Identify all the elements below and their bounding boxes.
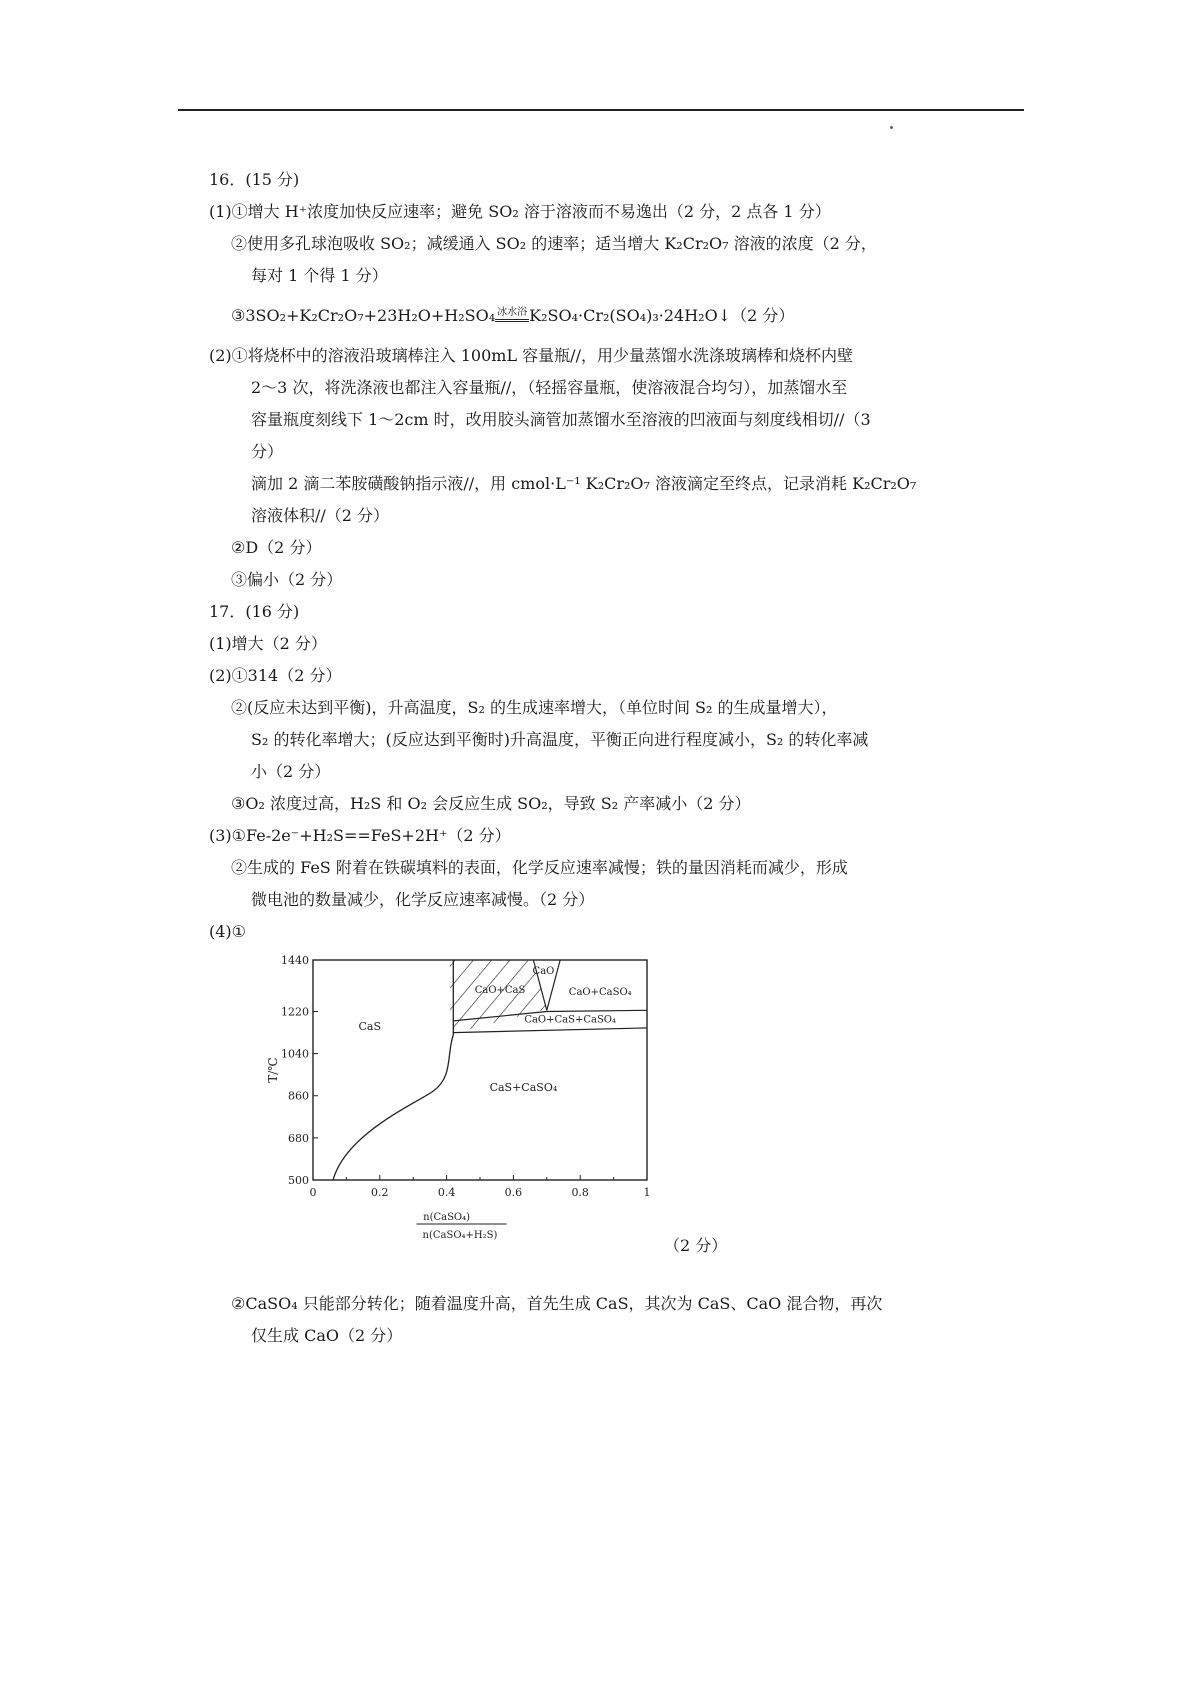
y-axis-label: T/℃ <box>266 1057 280 1083</box>
q16-2-1d: 分） <box>251 442 284 461</box>
equation-reactants: ③3SO₂+K₂Cr₂O₇+23H₂O+H₂SO₄ <box>231 306 496 325</box>
y-tick-label-5: 1440 <box>281 954 309 967</box>
q17-2-3: ③O₂ 浓度过高，H₂S 和 O₂ 会反应生成 SO₂，导致 S₂ 产率减小（2 分） <box>231 794 751 813</box>
x-tick-label-5: 1 <box>643 1186 651 1199</box>
x-tick-label-3: 0.6 <box>504 1186 523 1199</box>
y-tick-label-1: 680 <box>288 1131 309 1145</box>
q17-3-2a: ②生成的 FeS 附着在铁碳填料的表面，化学反应速率减慢；铁的量因消耗而减少，形成 <box>231 858 848 877</box>
q17-1: (1)增大（2 分） <box>209 634 327 653</box>
q17-2-2c: 小（2 分） <box>251 762 331 781</box>
answer-content <box>209 164 999 1352</box>
q17-4-2a: ②CaSO₄ 只能部分转化；随着温度升高，首先生成 CaS，其次为 CaS、CaO 混合物，再次 <box>231 1294 883 1313</box>
x-tick-label-4: 0.8 <box>571 1186 589 1199</box>
region-cas-caso4: CaS+CaSO₄ <box>489 1081 558 1095</box>
y-tick-label-0: 500 <box>288 1174 309 1187</box>
x-tick-label-1: 0.2 <box>371 1186 389 1199</box>
equation-products: K₂SO₄·Cr₂(SO₄)₃·24H₂O↓（2 分） <box>529 306 795 325</box>
q16-2-1f: 溶液体积//（2 分） <box>251 506 390 525</box>
cas-boundary-curve <box>333 960 453 1180</box>
q16-1-1: (1)①增大 H⁺浓度加快反应速率；避免 SO₂ 溶于溶液而不易逸出（2 分，2 点各 1 分） <box>209 202 831 221</box>
x-axis-label-denominator: n(CaSO₄+H₂S) <box>422 1230 498 1241</box>
q16-2-1a: (2)①将烧杯中的溶液沿玻璃棒注入 100mL 容量瓶//，用少量蒸馏水洗涤玻璃棒和烧杯内壁 <box>209 346 853 365</box>
q16-1-3-equation <box>209 300 999 332</box>
phase-diagram-block <box>209 948 999 1288</box>
q16-1-2b: 每对 1 个得 1 分） <box>251 266 388 285</box>
x-tick-label-0: 0 <box>309 1186 317 1199</box>
q16-2-1e: 滴加 2 滴二苯胺磺酸钠指示液//，用 cmol·L⁻¹ K₂Cr₂O₇ 溶液滴定至终点，记录消耗 K₂Cr₂O₇ <box>251 474 917 493</box>
q17-2-2a: ②(反应未达到平衡)，升高温度，S₂ 的生成速率增大，（单位时间 S₂ 的生成量增大）， <box>231 698 838 717</box>
q17-3-2b: 微电池的数量减少，化学反应速率减慢。（2 分） <box>251 890 595 909</box>
region-cao-cas-caso4: CaO+CaS+CaSO₄ <box>524 1014 617 1026</box>
chart-points: （2 分） <box>664 1236 728 1255</box>
q17-4-2b: 仅生成 CaO（2 分） <box>251 1326 403 1345</box>
q17-3-1: (3)①Fe-2e⁻+H₂S==FeS+2H⁺（2 分） <box>209 826 511 845</box>
q16-2-1b: 2～3 次，将洗涤液也都注入容量瓶//，（轻摇容量瓶，使溶液混合均匀），加蒸馏水至 <box>251 378 848 397</box>
q17-2-1: (2)①314（2 分） <box>209 666 342 685</box>
y-tick-label-3: 1040 <box>281 1047 309 1061</box>
q16-2-2: ②D（2 分） <box>231 538 322 557</box>
q16-2-1c: 容量瓶度刻线下 1～2cm 时，改用胶头滴管加蒸馏水至溶液的凹液面与刻度线相切//（3 <box>251 410 871 429</box>
q16-heading: 16．(15 分) <box>209 170 300 189</box>
band-lower-line <box>453 1028 647 1033</box>
x-tick-label-2: 0.4 <box>437 1186 456 1199</box>
region-cas: CaS <box>358 1020 382 1034</box>
equation-condition: 冰水浴 <box>495 307 529 322</box>
region-cao-caso4: CaO+CaSO₄ <box>568 987 632 999</box>
q16-1-2a: ②使用多孔球泡吸收 SO₂；减缓通入 SO₂ 的速率；适当增大 K₂Cr₂O₇ 溶液的浓度（2 分， <box>231 234 877 253</box>
scan-speck <box>890 126 893 129</box>
q17-2-2b: S₂ 的转化率增大；(反应达到平衡时)升高温度，平衡正向进行程度减小，S₂ 的转化率减 <box>251 730 869 749</box>
y-tick-label-2: 860 <box>288 1089 309 1103</box>
phase-diagram <box>209 948 669 1288</box>
region-cao: CaO <box>532 966 555 978</box>
q16-2-3: ③偏小（2 分） <box>231 570 343 589</box>
y-tick-label-4: 1220 <box>281 1005 309 1019</box>
x-axis-label-numerator: n(CaSO₄) <box>423 1212 471 1223</box>
header-rule <box>178 109 1024 111</box>
q17-4-label: (4)① <box>209 922 247 941</box>
q17-heading: 17．(16 分) <box>209 602 300 621</box>
region-cao-cas: CaO+CaS <box>474 984 526 996</box>
